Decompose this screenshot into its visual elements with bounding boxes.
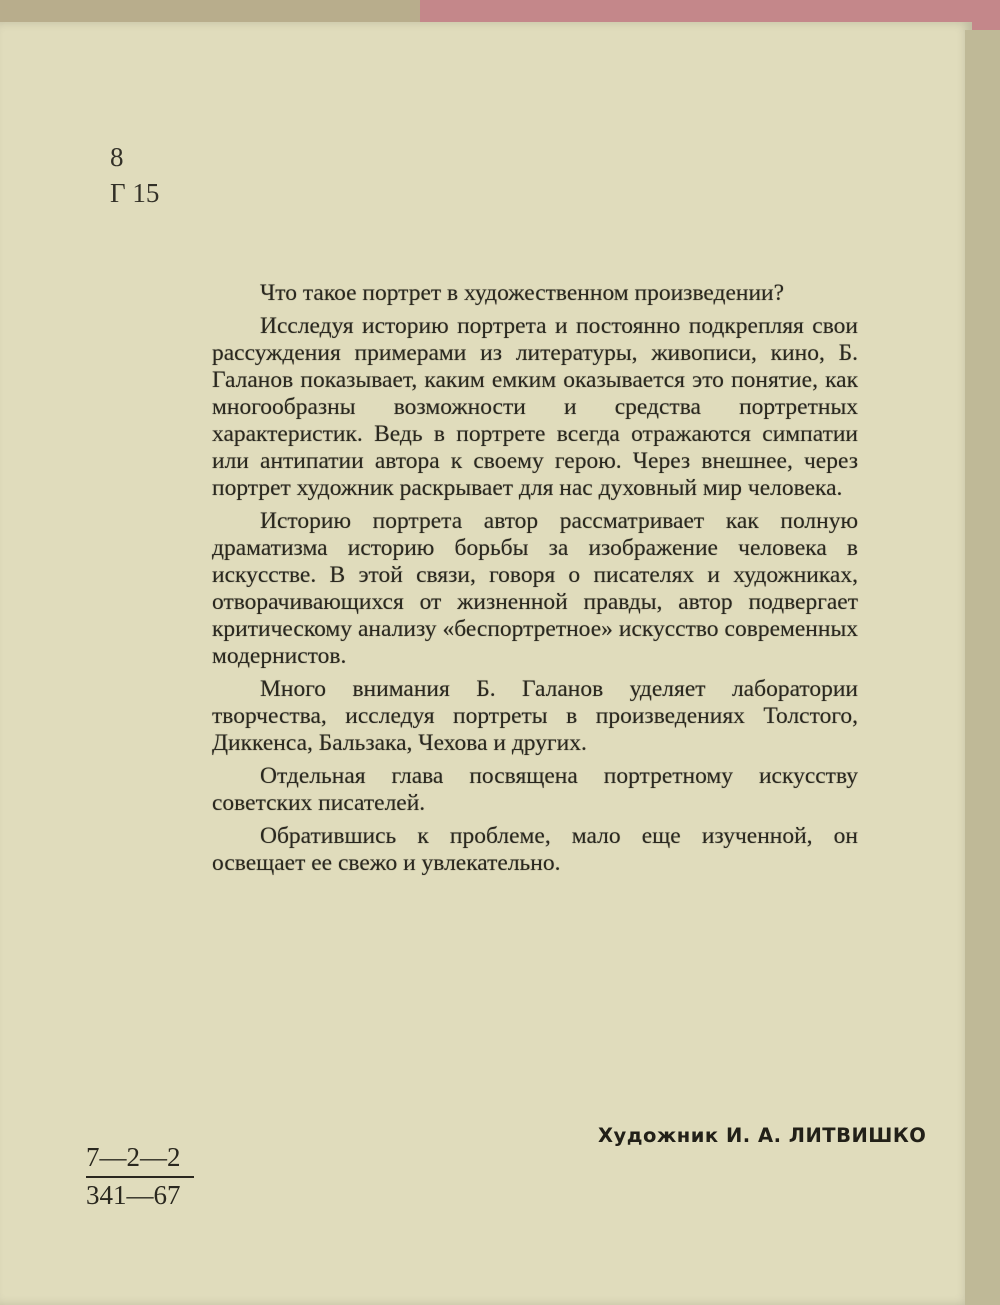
annotation-paragraph: Что такое портрет в художественном произведении? [260, 280, 785, 306]
annotation-paragraph: Отдельная глава посвящена портретному искусству советских писателей. [212, 763, 858, 816]
annotation-text [212, 280, 858, 883]
annotation-paragraph: Обратившись к проблеме, мало еще изученной, он освещает ее свежо и увлекательно. [212, 823, 858, 876]
annotation-paragraph: Много внимания Б. Галанов уделяет лаборатории творчества, исследуя портреты в произведениях Толстого, Диккенса, Бальзака, Чехова и других. [212, 676, 858, 756]
classification-number: 8 [110, 142, 124, 172]
index-code-top: 7—2—2 [86, 1142, 181, 1172]
classification-code: Г 15 [110, 178, 160, 208]
annotation-paragraph: Историю портрета автор рассматривает как полную драматизма историю борьбы за изображение человека в искусстве. В этой связи, говоря о писателях и художниках, отворачивающихся от жизненной правды, автор подвергает критическому анализу «беспортретное» искусство современных модернистов. [212, 508, 858, 669]
annotation-paragraph: Исследуя историю портрета и постоянно подкрепляя свои рассуждения примерами из литературы, живописи, кино, Б. Галанов показывает, каким емким оказывается это понятие, как многообразны возможности и средства портретных характеристик. Ведь в портрете всегда отражаются симпатии или антипатии автора к своему герою. Через внешнее, через портрет художник раскрывает для нас духовный мир человека. [212, 313, 858, 501]
index-code [86, 1140, 194, 1212]
index-code-bottom: 341—67 [86, 1180, 181, 1210]
page-right-shadow [965, 30, 1000, 1305]
artist-credit: Художник И. А. ЛИТВИШКО [598, 1124, 927, 1147]
